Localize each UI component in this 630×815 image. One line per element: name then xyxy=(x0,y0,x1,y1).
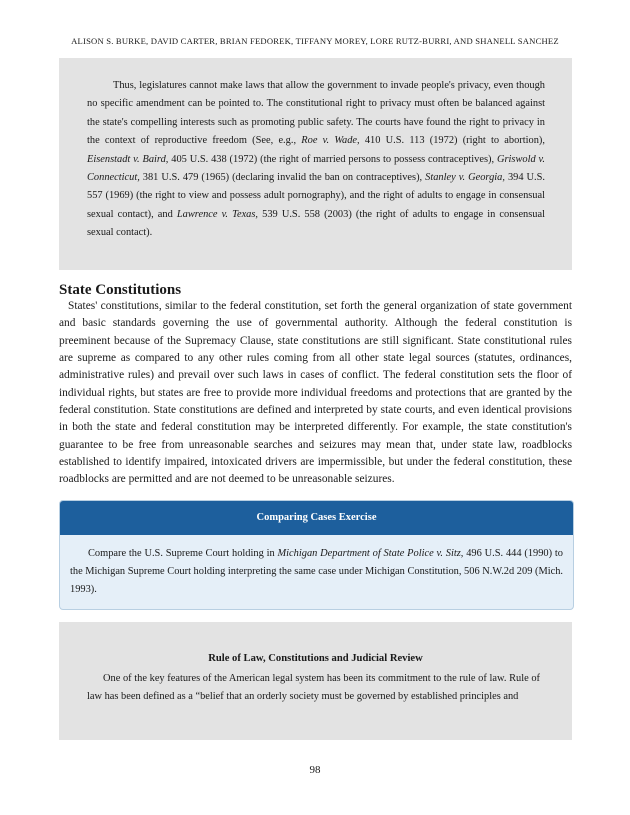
privacy-text-1: Thus, legislatures cannot make laws that allow the government to invade people's privacy, even though no specific amendment can be pointed to. The constitutional right to privacy must often be balanced against the state's compelling interests such as promoting public safety. The courts have found the right to privacy in the context of reproductive freedom (See, e.g., xyxy=(87,80,545,147)
rule-of-law-title: Rule of Law, Constitutions and Judicial Review xyxy=(208,653,423,664)
case-stanley-v-georgia: Stanley v. Georgia, xyxy=(425,172,505,184)
exercise-text-1: Compare the U.S. Supreme Court holding in xyxy=(88,548,278,559)
rule-of-law-paragraph: One of the key features of the American legal system has been its commitment to the rule of law. Rule of law has been defined as a “belief that an orderly society must be governed by established principles and xyxy=(87,673,540,703)
state-constitutions-paragraph: States' constitutions, similar to the federal constitution, set forth the general organization of state government and basic standards governing the use of governmental authority. Although the federal constitution is preeminent because of the Supremacy Clause, state constitutions are still significant. State constitutional rules are supreme as compared to any other rules coming from all other state legal sources (statutes, ordinances, administrative rules) and prevail over such laws in cases of conflict. The federal constitution sets the floor of individual rights, but states are free to provide more individual freedoms and protections that are granted by the federal constitution. State constitutions are defined and interpreted by state courts, and even identical provisions in both the state and federal constitution may be interpreted differently. For example, the state constitution's guarantee to be free from unreasonable searches and seizures may mean that, under state law, roadblocks established to identify impaired, intoxicated drivers are impermissible, but under the federal constitution, these roadblocks are permitted and are not deemed to be unreasonable seizures. xyxy=(59,300,572,486)
exercise-paragraph xyxy=(70,545,563,598)
case-eisenstadt-v-baird: Eisenstadt v. Baird, xyxy=(87,153,169,165)
privacy-text-2: 410 U.S. 113 (1972) (right to abortion), xyxy=(359,135,545,147)
page-number: 98 xyxy=(309,764,321,776)
case-griswold-v-connecticut: Griswold v. Connecticut, xyxy=(87,153,545,184)
case-roe-v-wade: Roe v. Wade, xyxy=(301,135,360,147)
case-michigan-v-sitz: Michigan Department of State Police v. Sitz, xyxy=(277,548,464,559)
exercise-title: Comparing Cases Exercise xyxy=(60,501,573,535)
section-heading-state-constitutions: State Constitutions xyxy=(59,282,182,298)
exercise-text-2: 496 U.S. 444 (1990) to the Michigan Supreme Court holding interpreting the same case under Michigan Constitution, 506 N.W.2d 209 (Mich. 1993). xyxy=(70,548,563,595)
privacy-text-5: 394 U.S. 557 (1969) (the right to view and possess adult pornography), and the right of adults to engage in consensual sexual contact), and xyxy=(87,172,546,220)
privacy-sidebar-box xyxy=(59,58,572,270)
rule-of-law-box xyxy=(59,622,572,740)
privacy-text-4: 381 U.S. 479 (1965) (declaring invalid the ban on contraceptives), xyxy=(139,172,426,184)
comparing-cases-exercise-box xyxy=(59,500,574,610)
privacy-text-3: 405 U.S. 438 (1972) (the right of married persons to possess contraceptives), xyxy=(168,153,497,165)
privacy-paragraph xyxy=(87,77,545,243)
privacy-text-6: 539 U.S. 558 (2003) (the right of adults to engage in consensual sexual contact). xyxy=(87,208,545,239)
case-lawrence-v-texas: Lawrence v. Texas, xyxy=(176,208,259,220)
running-header: ALISON S. BURKE, DAVID CARTER, BRIAN FEDOREK, TIFFANY MOREY, LORE RUTZ-BURRI, AND SHANELL SANCHEZ xyxy=(71,36,559,46)
